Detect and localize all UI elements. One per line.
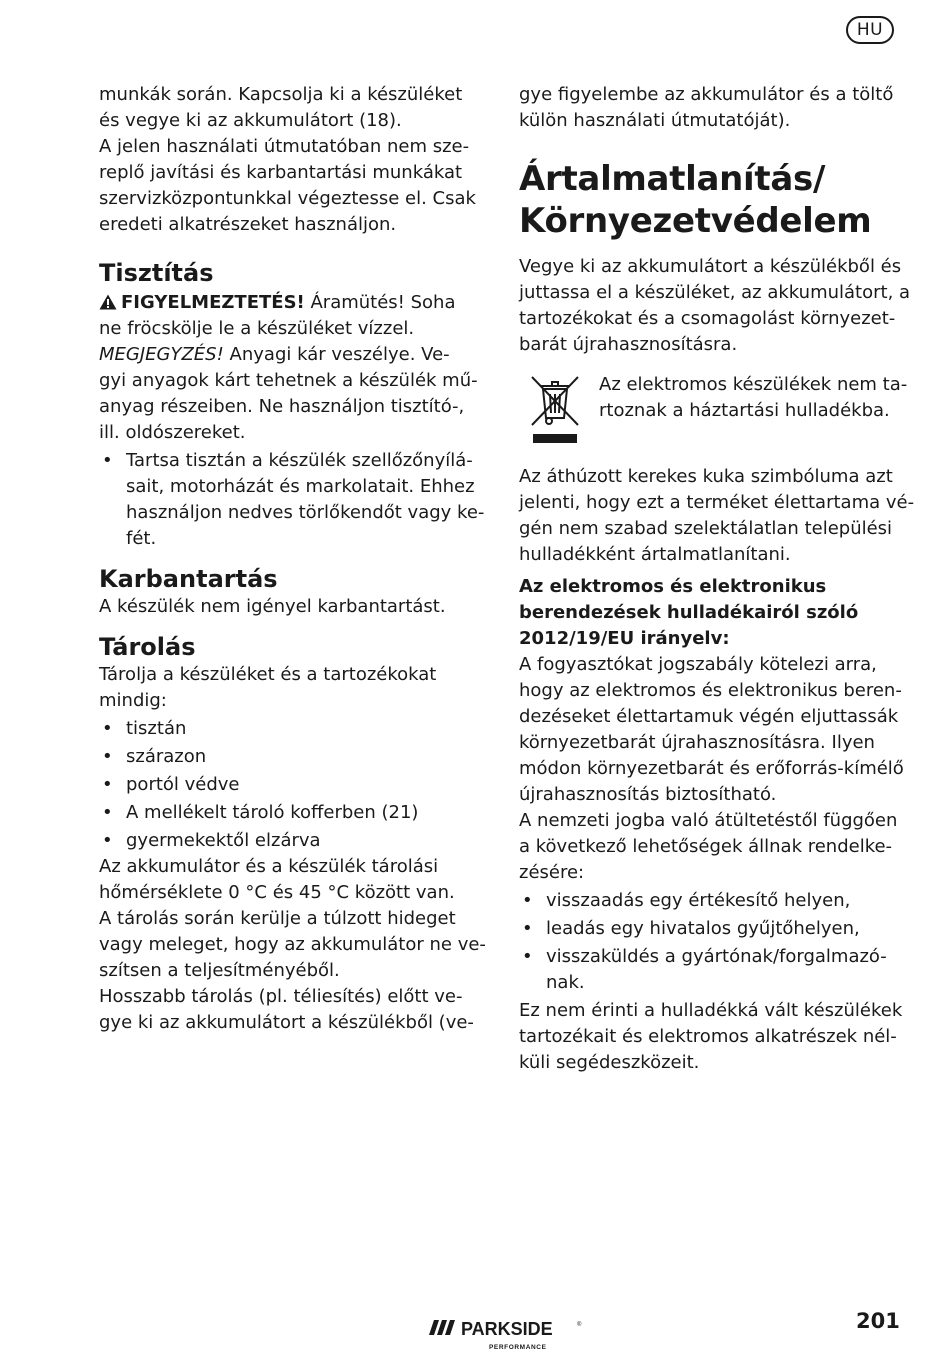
- list-item: [99, 716, 484, 742]
- intro-text: [99, 82, 484, 134]
- text-line: Az elektromos készülékek nem ta-: [599, 374, 908, 395]
- text-line: rtoznak a háztartási hulladékba.: [599, 400, 890, 421]
- text-line: ne fröcskölje le a készüléket vízzel.: [99, 318, 415, 339]
- text-line: dezéseket élettartamuk végén eljuttassák: [519, 706, 899, 727]
- storage-long-text: [99, 984, 484, 1036]
- text-line: környezetbarát újrahasznosításra. Ilyen: [519, 732, 875, 753]
- brand-name: PARKSIDE: [461, 1319, 553, 1339]
- text-line: hőmérséklete 0 °C és 45 °C között van.: [99, 882, 455, 903]
- text-line: tartozékokat és a csomagolást környezet-: [519, 308, 896, 329]
- text-line: fét.: [126, 528, 157, 549]
- text-line: 2012/19/EU irányelv:: [519, 628, 730, 649]
- text-line: A készülék nem igényel karbantartást.: [99, 596, 446, 617]
- text-line: Hosszabb tárolás (pl. téliesítés) előtt ve-: [99, 986, 463, 1007]
- list-item: [99, 744, 484, 770]
- bullet: •: [102, 450, 113, 471]
- text-line: külön használati útmutatóját).: [519, 110, 791, 131]
- bullet: •: [102, 830, 113, 851]
- registered-mark: ®: [577, 1322, 582, 1328]
- text-line: A jelen használati útmutatóban nem sze-: [99, 136, 470, 157]
- text-line: Ez nem érinti a hulladékká vált készülékek: [519, 1000, 903, 1021]
- list-item: [99, 448, 484, 552]
- storage-intro: [99, 662, 484, 714]
- disposal-heading: [519, 158, 904, 242]
- list-item-text: szárazon: [126, 746, 207, 767]
- text-line: Áramütés! Soha: [304, 292, 456, 313]
- text-line: Tartsa tisztán a készülék szellőzőnyílá-: [126, 450, 473, 471]
- text-line: vagy meleget, hogy az akkumulátor ne ve-: [99, 934, 486, 955]
- bullet: •: [102, 746, 113, 767]
- text-line: sait, motorházát és markolatait. Ehhez: [126, 476, 475, 497]
- text-line: gyi anyagok kárt tehetnek a készülék mű-: [99, 370, 478, 391]
- weee-notice: [519, 372, 908, 444]
- list-item-text: leadás egy hivatalos gyűjtőhelyen,: [546, 918, 860, 939]
- language-badge: HU: [846, 16, 894, 44]
- list-item-text: A mellékelt tároló kofferben (21): [126, 802, 419, 823]
- text-line: tartozékait és elektromos alkatrészek nél-: [519, 1026, 897, 1047]
- brand-subline: PERFORMANCE: [489, 1344, 547, 1351]
- bullet: •: [522, 918, 533, 939]
- note-text: [99, 342, 484, 446]
- bullet: •: [522, 946, 533, 967]
- list-item: [99, 800, 484, 826]
- text-line: ill. oldószereket.: [99, 422, 246, 443]
- text-line: és vegye ki az akkumulátort (18).: [99, 110, 402, 131]
- text-line: a következő lehetőségek állnak rendelke-: [519, 836, 893, 857]
- text-line: berendezések hulladékairól szóló: [519, 602, 859, 623]
- maintenance-text: [99, 594, 484, 620]
- list-item-text: visszaadás egy értékesítő helyen,: [546, 890, 851, 911]
- warning-triangle-icon: [99, 294, 117, 310]
- list-item-text: tisztán: [126, 718, 187, 739]
- crossed-out-bin-icon: [525, 372, 585, 444]
- heading-line: Ártalmatlanítás/: [519, 159, 826, 199]
- text-line: gye figyelembe az akkumulátor és a töltő: [519, 84, 894, 105]
- text-line: Vegye ki az akkumulátort a készülékből és: [519, 256, 902, 277]
- left-column: [99, 82, 484, 1036]
- directive-text: [519, 652, 904, 808]
- list-item-text: gyermekektől elzárva: [126, 830, 321, 851]
- text-line: hogy az elektromos és elektronikus beren-: [519, 680, 902, 701]
- text-line: szítsen a teljesítményéből.: [99, 960, 340, 981]
- text-line: módon környezetbarát és erőforrás-kímélő: [519, 758, 904, 779]
- text-line: gén nem szabad szelektálatlan települési: [519, 518, 893, 539]
- text-line: Az akkumulátor és a készülék tárolási: [99, 856, 439, 877]
- directive-heading: [519, 574, 904, 652]
- text-line: Anyagi kár veszélye. Ve-: [223, 344, 450, 365]
- heading-line: Környezetvédelem: [519, 201, 872, 241]
- text-line: Tárolja a készüléket és a tartozékokat: [99, 664, 437, 685]
- text-line: A fogyasztókat jogszabály kötelezi arra,: [519, 654, 877, 675]
- text-line: mindig:: [99, 690, 167, 711]
- text-line: barát újrahasznosításra.: [519, 334, 738, 355]
- text-line: szervizközpontunkkal végeztesse el. Csak: [99, 188, 476, 209]
- text-line: gye ki az akkumulátort a készülékből (ve-: [99, 1012, 474, 1033]
- text-line: juttassa el a készüléket, az akkumulátort, a: [519, 282, 911, 303]
- storage-heading: Tárolás: [99, 633, 196, 661]
- cleaning-list: [99, 448, 484, 552]
- text-line: Az áthúzott kerekes kuka szimbóluma azt: [519, 466, 893, 487]
- bullet: •: [522, 890, 533, 911]
- storage-list: [99, 716, 484, 854]
- list-item-text: portól védve: [126, 774, 240, 795]
- list-item: [519, 944, 904, 996]
- page-number: 201: [856, 1309, 900, 1333]
- note-label: MEGJEGYZÉS!: [99, 344, 224, 365]
- text-line: eredeti alkatrészeket használjon.: [99, 214, 397, 235]
- maintenance-heading: Karbantartás: [99, 565, 278, 593]
- continuation-text: [519, 82, 904, 134]
- text-line: Az elektromos és elektronikus: [519, 576, 827, 597]
- text-line: A tárolás során kerülje a túlzott hideget: [99, 908, 456, 929]
- closing-text: [519, 998, 904, 1076]
- warning-label: FIGYELMEZTETÉS!: [121, 292, 305, 313]
- parkside-logo-icon: [428, 1318, 588, 1354]
- text-line: használjon nedves törlőkendőt vagy ke-: [126, 502, 485, 523]
- weee-text: [599, 372, 907, 424]
- warning-text: [99, 290, 484, 342]
- list-item: [519, 888, 904, 914]
- national-text: [519, 808, 904, 886]
- list-item: [519, 916, 904, 942]
- bullet: •: [102, 718, 113, 739]
- disposal-intro: [519, 254, 911, 358]
- list-item: [99, 772, 484, 798]
- cleaning-heading: Tisztítás: [99, 259, 214, 287]
- text-line: visszaküldés a gyártónak/forgalmazó-: [546, 946, 887, 967]
- text-line: hulladékként ártalmatlanítani.: [519, 544, 791, 565]
- repair-text: [99, 134, 484, 238]
- text-line: nak.: [546, 972, 585, 993]
- brand-logo: [428, 1318, 588, 1358]
- bin-symbol-text: [519, 464, 915, 568]
- options-list: [519, 888, 904, 996]
- storage-temperature-text: [99, 854, 484, 984]
- text-line: küli segédeszközeit.: [519, 1052, 700, 1073]
- bullet: •: [102, 774, 113, 795]
- list-item: [99, 828, 484, 854]
- bullet: •: [102, 802, 113, 823]
- text-line: A nemzeti jogba való átültetéstől függően: [519, 810, 898, 831]
- text-line: munkák során. Kapcsolja ki a készüléket: [99, 84, 463, 105]
- text-line: anyag részeiben. Ne használjon tisztító-,: [99, 396, 465, 417]
- text-line: jelenti, hogy ezt a terméket élettartama vé-: [519, 492, 915, 513]
- text-line: replő javítási és karbantartási munkákat: [99, 162, 463, 183]
- text-line: újrahasznosítás biztosítható.: [519, 784, 777, 805]
- right-column: [519, 82, 915, 1076]
- text-line: zésére:: [519, 862, 585, 883]
